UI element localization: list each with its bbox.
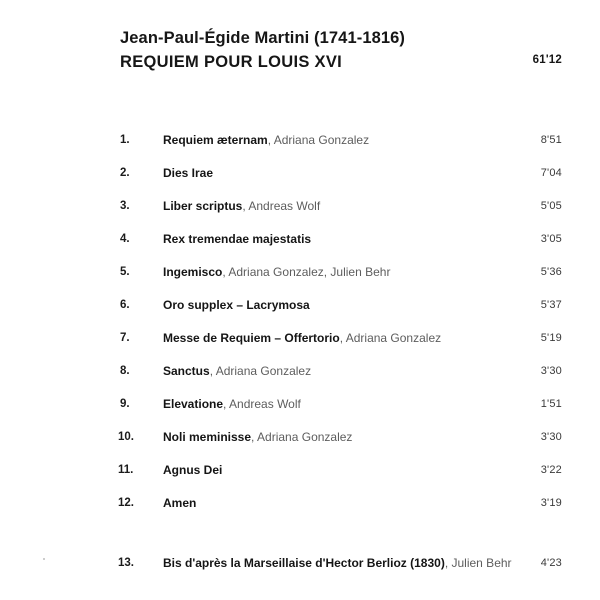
track-number: 8. — [120, 365, 130, 377]
track-row — [0, 124, 600, 157]
track-title-wrap — [163, 421, 352, 454]
track-number: 9. — [120, 398, 130, 410]
track-number: 2. — [120, 167, 130, 179]
track-title-wrap — [163, 289, 310, 322]
track-duration: 1'51 — [540, 398, 562, 410]
track-performers: , Adriana Gonzalez, Julien Behr — [222, 265, 391, 279]
track-duration: 3'22 — [540, 464, 562, 476]
track-row — [0, 322, 600, 355]
track-duration: 7'04 — [540, 167, 562, 179]
track-duration: 8'51 — [540, 134, 562, 146]
track-title: Amen — [163, 496, 197, 510]
track-duration: 3'19 — [540, 497, 562, 509]
track-title: Dies Irae — [163, 166, 214, 180]
track-row — [0, 157, 600, 190]
track-title: Noli meminisse — [163, 430, 252, 444]
track-number: 4. — [120, 233, 130, 245]
track-list — [0, 124, 600, 580]
track-number: 13. — [118, 557, 134, 569]
composer-name: Jean-Paul-Égide Martini (1741-1816) — [120, 29, 406, 47]
track-title-wrap — [163, 454, 222, 487]
work-title: REQUIEM POUR LOUIS XVI — [120, 52, 343, 71]
track-title-wrap — [163, 157, 213, 190]
track-title: Oro supplex – Lacrymosa — [163, 298, 310, 312]
track-number: 12. — [118, 497, 134, 509]
track-row — [0, 421, 600, 454]
track-title: Ingemisco — [163, 265, 223, 279]
registration-dot-icon — [43, 558, 45, 560]
track-row — [0, 190, 600, 223]
track-title-wrap — [163, 547, 512, 580]
track-number: 6. — [120, 299, 130, 311]
track-title-wrap — [163, 256, 390, 289]
track-title-wrap — [163, 223, 311, 256]
track-title-wrap — [163, 190, 320, 223]
track-duration: 5'37 — [540, 299, 562, 311]
track-row — [0, 454, 600, 487]
track-performers: , Adriana Gonzalez — [209, 364, 312, 378]
track-title: Rex tremendae majestatis — [163, 232, 312, 246]
track-title: Messe de Requiem – Offertorio — [163, 331, 340, 345]
track-title: Elevatione — [163, 397, 224, 411]
track-duration: 3'30 — [540, 431, 562, 443]
track-number: 3. — [120, 200, 130, 212]
track-row — [0, 355, 600, 388]
track-row — [0, 256, 600, 289]
track-row — [0, 547, 600, 580]
track-title: Sanctus — [163, 364, 210, 378]
track-title-wrap — [163, 124, 369, 157]
track-duration: 5'19 — [540, 332, 562, 344]
track-performers: , Adriana Gonzalez — [251, 430, 353, 444]
track-title-wrap — [163, 322, 441, 355]
track-duration: 3'05 — [540, 233, 562, 245]
release-header — [120, 28, 562, 73]
track-number: 10. — [118, 431, 134, 443]
track-title-wrap — [163, 487, 196, 520]
track-title: Bis d'après la Marseillaise d'Hector Berlioz (1830) — [163, 556, 445, 570]
track-number: 1. — [120, 134, 130, 146]
track-row — [0, 223, 600, 256]
track-performers: , Julien Behr — [444, 556, 512, 570]
track-performers: , Adriana Gonzalez — [267, 133, 370, 147]
track-duration: 4'23 — [540, 557, 562, 569]
track-title-wrap — [163, 355, 311, 388]
track-performers: , Andreas Wolf — [242, 199, 321, 213]
track-number: 11. — [118, 464, 134, 476]
track-performers: , Andreas Wolf — [223, 397, 301, 411]
track-title: Agnus Dei — [163, 463, 223, 477]
track-duration: 5'05 — [540, 200, 562, 212]
track-row — [0, 289, 600, 322]
track-title: Requiem æternam — [163, 133, 268, 147]
track-duration: 5'36 — [540, 266, 562, 278]
track-duration: 3'30 — [540, 365, 562, 377]
track-title-wrap — [163, 388, 301, 421]
total-duration: 61'12 — [532, 54, 562, 66]
track-row — [0, 487, 600, 520]
track-number: 7. — [120, 332, 130, 344]
track-row — [0, 388, 600, 421]
track-performers: , Adriana Gonzalez — [339, 331, 442, 345]
track-number: 5. — [120, 266, 130, 278]
track-title: Liber scriptus — [163, 199, 243, 213]
